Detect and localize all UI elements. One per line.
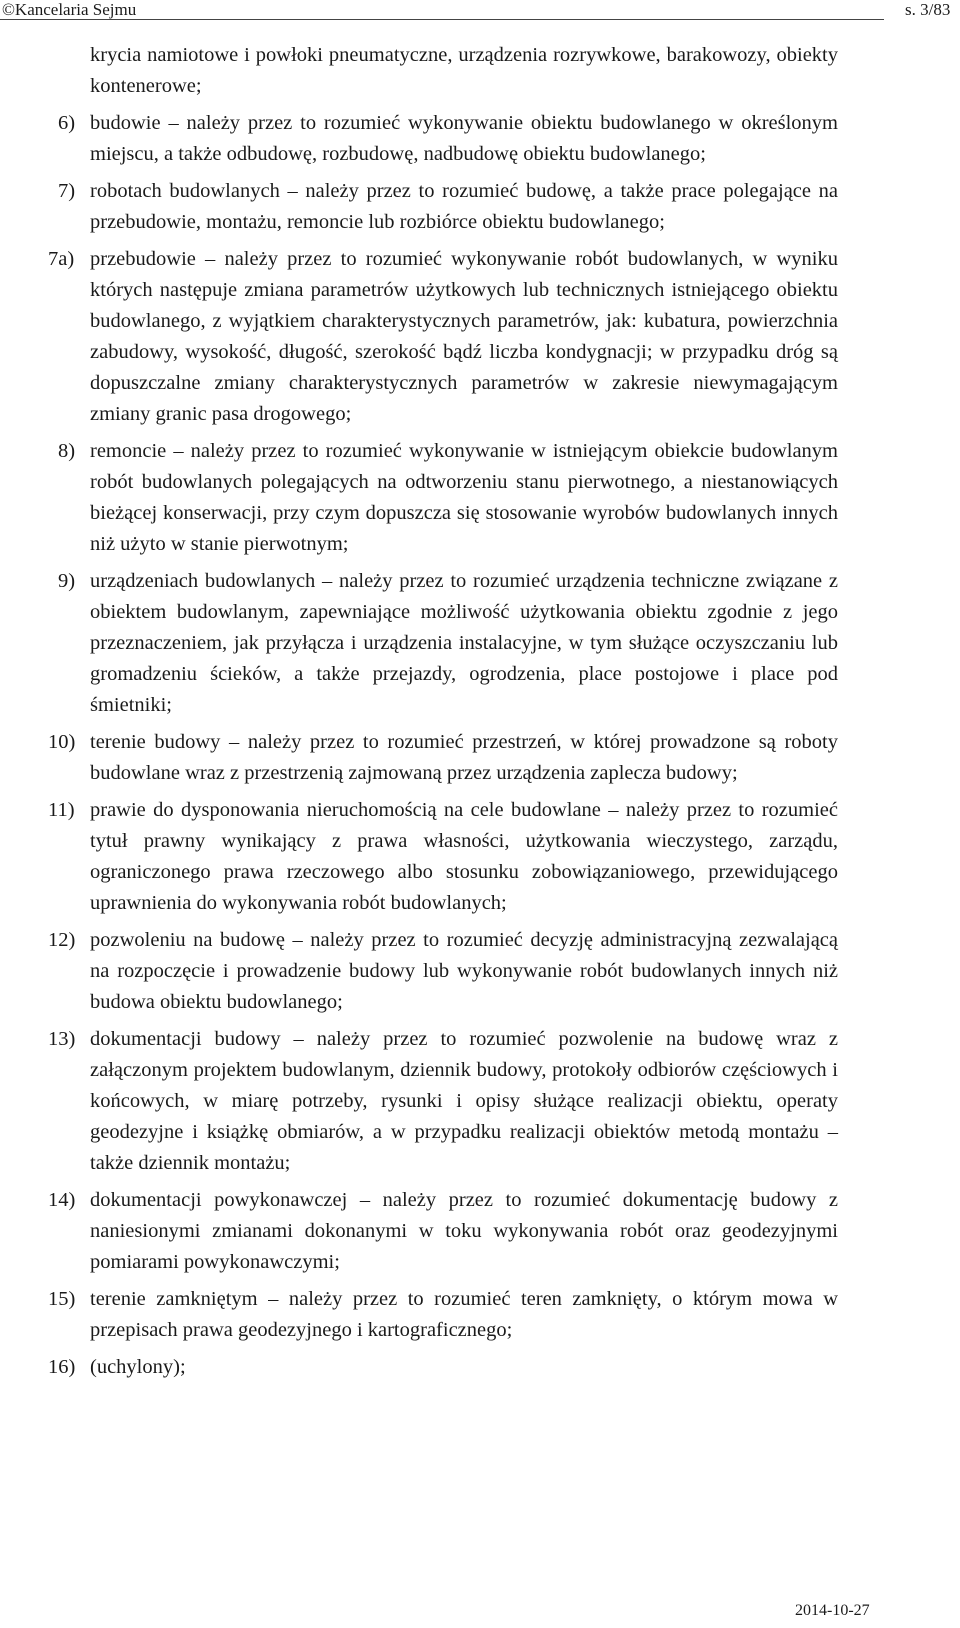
list-item <box>58 436 838 560</box>
list-item-continuation <box>90 40 838 102</box>
paragraph-text: urządzeniach budowlanych – należy przez to rozumieć urządzenia techniczne związane z obiektem budowlanym, zapewniające możliwość użytkowania obiektu zgodnie z jego przeznaczeniem, jak przyłącza i urządzenia instalacyjne, w tym służące oczyszczaniu lub gromadzeniu ścieków, a także przejazdy, ogrodzenia, place postojowe i place pod śmietniki; <box>90 570 838 716</box>
list-item <box>48 925 838 1018</box>
list-item <box>58 108 838 170</box>
item-number: 13) <box>48 1028 76 1050</box>
paragraph-text: budowie – należy przez to rozumieć wykonywanie obiektu budowlanego w określonym miejscu, a także odbudowę, rozbudowę, nadbudowę obiektu budowlanego; <box>90 112 838 165</box>
paragraph-text: krycia namiotowe i powłoki pneumatyczne, urządzenia rozrywkowe, barakowozy, obiekty kontenerowe; <box>90 44 838 97</box>
list-item <box>48 1185 838 1278</box>
item-number: 8) <box>58 440 76 462</box>
item-number: 6) <box>58 112 76 134</box>
publication-date: 2014-10-27 <box>795 1602 870 1619</box>
paragraph-text: terenie budowy – należy przez to rozumieć przestrzeń, w której prowadzone są roboty budowlane wraz z przestrzenią zajmowaną przez urządzenia zaplecza budowy; <box>90 731 838 784</box>
paragraph-text: przebudowie – należy przez to rozumieć wykonywanie robót budowlanych, w wyniku których następuje zmiana parametrów użytkowych lub technicznych istniejącego obiektu budowlanego, z wyjątkiem charakterystycznych parametrów, jak: kubatura, powierzchnia zabudowy, wysokość, długość, szerokość bądź liczba kondygnacji; w przypadku dróg są dopuszczalne zmiany charakterystycznych parametrów w zakresie niewymagającym zmiany granic pasa drogowego; <box>90 248 838 425</box>
paragraph-text: dokumentacji powykonawczej – należy przez to rozumieć dokumentację budowy z naniesionymi zmianami dokonanymi w toku wykonywania robót oraz geodezyjnymi pomiarami powykonawczymi; <box>90 1189 838 1273</box>
header-rule <box>0 19 884 20</box>
document-body <box>0 40 960 1389</box>
item-number: 7) <box>58 180 76 202</box>
list-item <box>48 1352 838 1383</box>
paragraph-text: pozwoleniu na budowę – należy przez to rozumieć decyzję administracyjną zezwalającą na rozpoczęcie i prowadzenie budowy lub wykonywanie robót budowlanych innych niż budowa obiektu budowlanego; <box>90 929 838 1013</box>
page-header <box>0 0 960 22</box>
item-number: 7a) <box>48 248 75 270</box>
list-item <box>48 727 838 789</box>
paragraph-text: dokumentacji budowy – należy przez to rozumieć pozwolenie na budowę wraz z załączonym projektem budowlanym, dziennik budowy, protokoły odbiorów częściowych i końcowych, w miarę potrzeby, rysunki i opisy służące realizacji obiektu, operaty geodezyjne i książkę obmiarów, a w przypadku realizacji obiektów metodą montażu – także dziennik montażu; <box>90 1028 838 1174</box>
list-item <box>48 244 838 430</box>
paragraph-text: (uchylony); <box>90 1356 186 1378</box>
list-item <box>58 566 838 721</box>
item-number: 15) <box>48 1288 76 1310</box>
copyright-label: ©Kancelaria Sejmu <box>2 0 137 19</box>
item-number: 10) <box>48 731 76 753</box>
list-item <box>48 1284 838 1346</box>
paragraph-text: remoncie – należy przez to rozumieć wykonywanie w istniejącym obiekcie budowlanym robót budowlanych polegających na odtworzeniu stanu pierwotnego, a niestanowiących bieżącej konserwacji, przy czym dopuszcza się stosowanie wyrobów budowlanych innych niż użyto w stanie pierwotnym; <box>90 440 838 555</box>
item-number: 14) <box>48 1189 76 1211</box>
list-item <box>58 176 838 238</box>
paragraph-text: robotach budowlanych – należy przez to rozumieć budowę, a także prace polegające na przebudowie, montażu, remoncie lub rozbiórce obiektu budowlanego; <box>90 180 838 233</box>
item-number: 9) <box>58 570 76 592</box>
item-number: 12) <box>48 929 76 951</box>
item-number: 11) <box>48 799 75 821</box>
paragraph-text: terenie zamkniętym – należy przez to rozumieć teren zamknięty, o którym mowa w przepisach prawa geodezyjnego i kartograficznego; <box>90 1288 838 1341</box>
list-item <box>48 1024 838 1179</box>
list-item <box>48 795 838 919</box>
item-number: 16) <box>48 1356 76 1378</box>
paragraph-text: prawie do dysponowania nieruchomością na cele budowlane – należy przez to rozumieć tytuł prawny wynikający z prawa własności, użytkowania wieczystego, zarządu, ograniczonego prawa rzeczowego albo stosunku zobowiązaniowego, przewidującego uprawnienia do wykonywania robót budowlanych; <box>90 799 838 914</box>
page-number: s. 3/83 <box>905 0 951 19</box>
